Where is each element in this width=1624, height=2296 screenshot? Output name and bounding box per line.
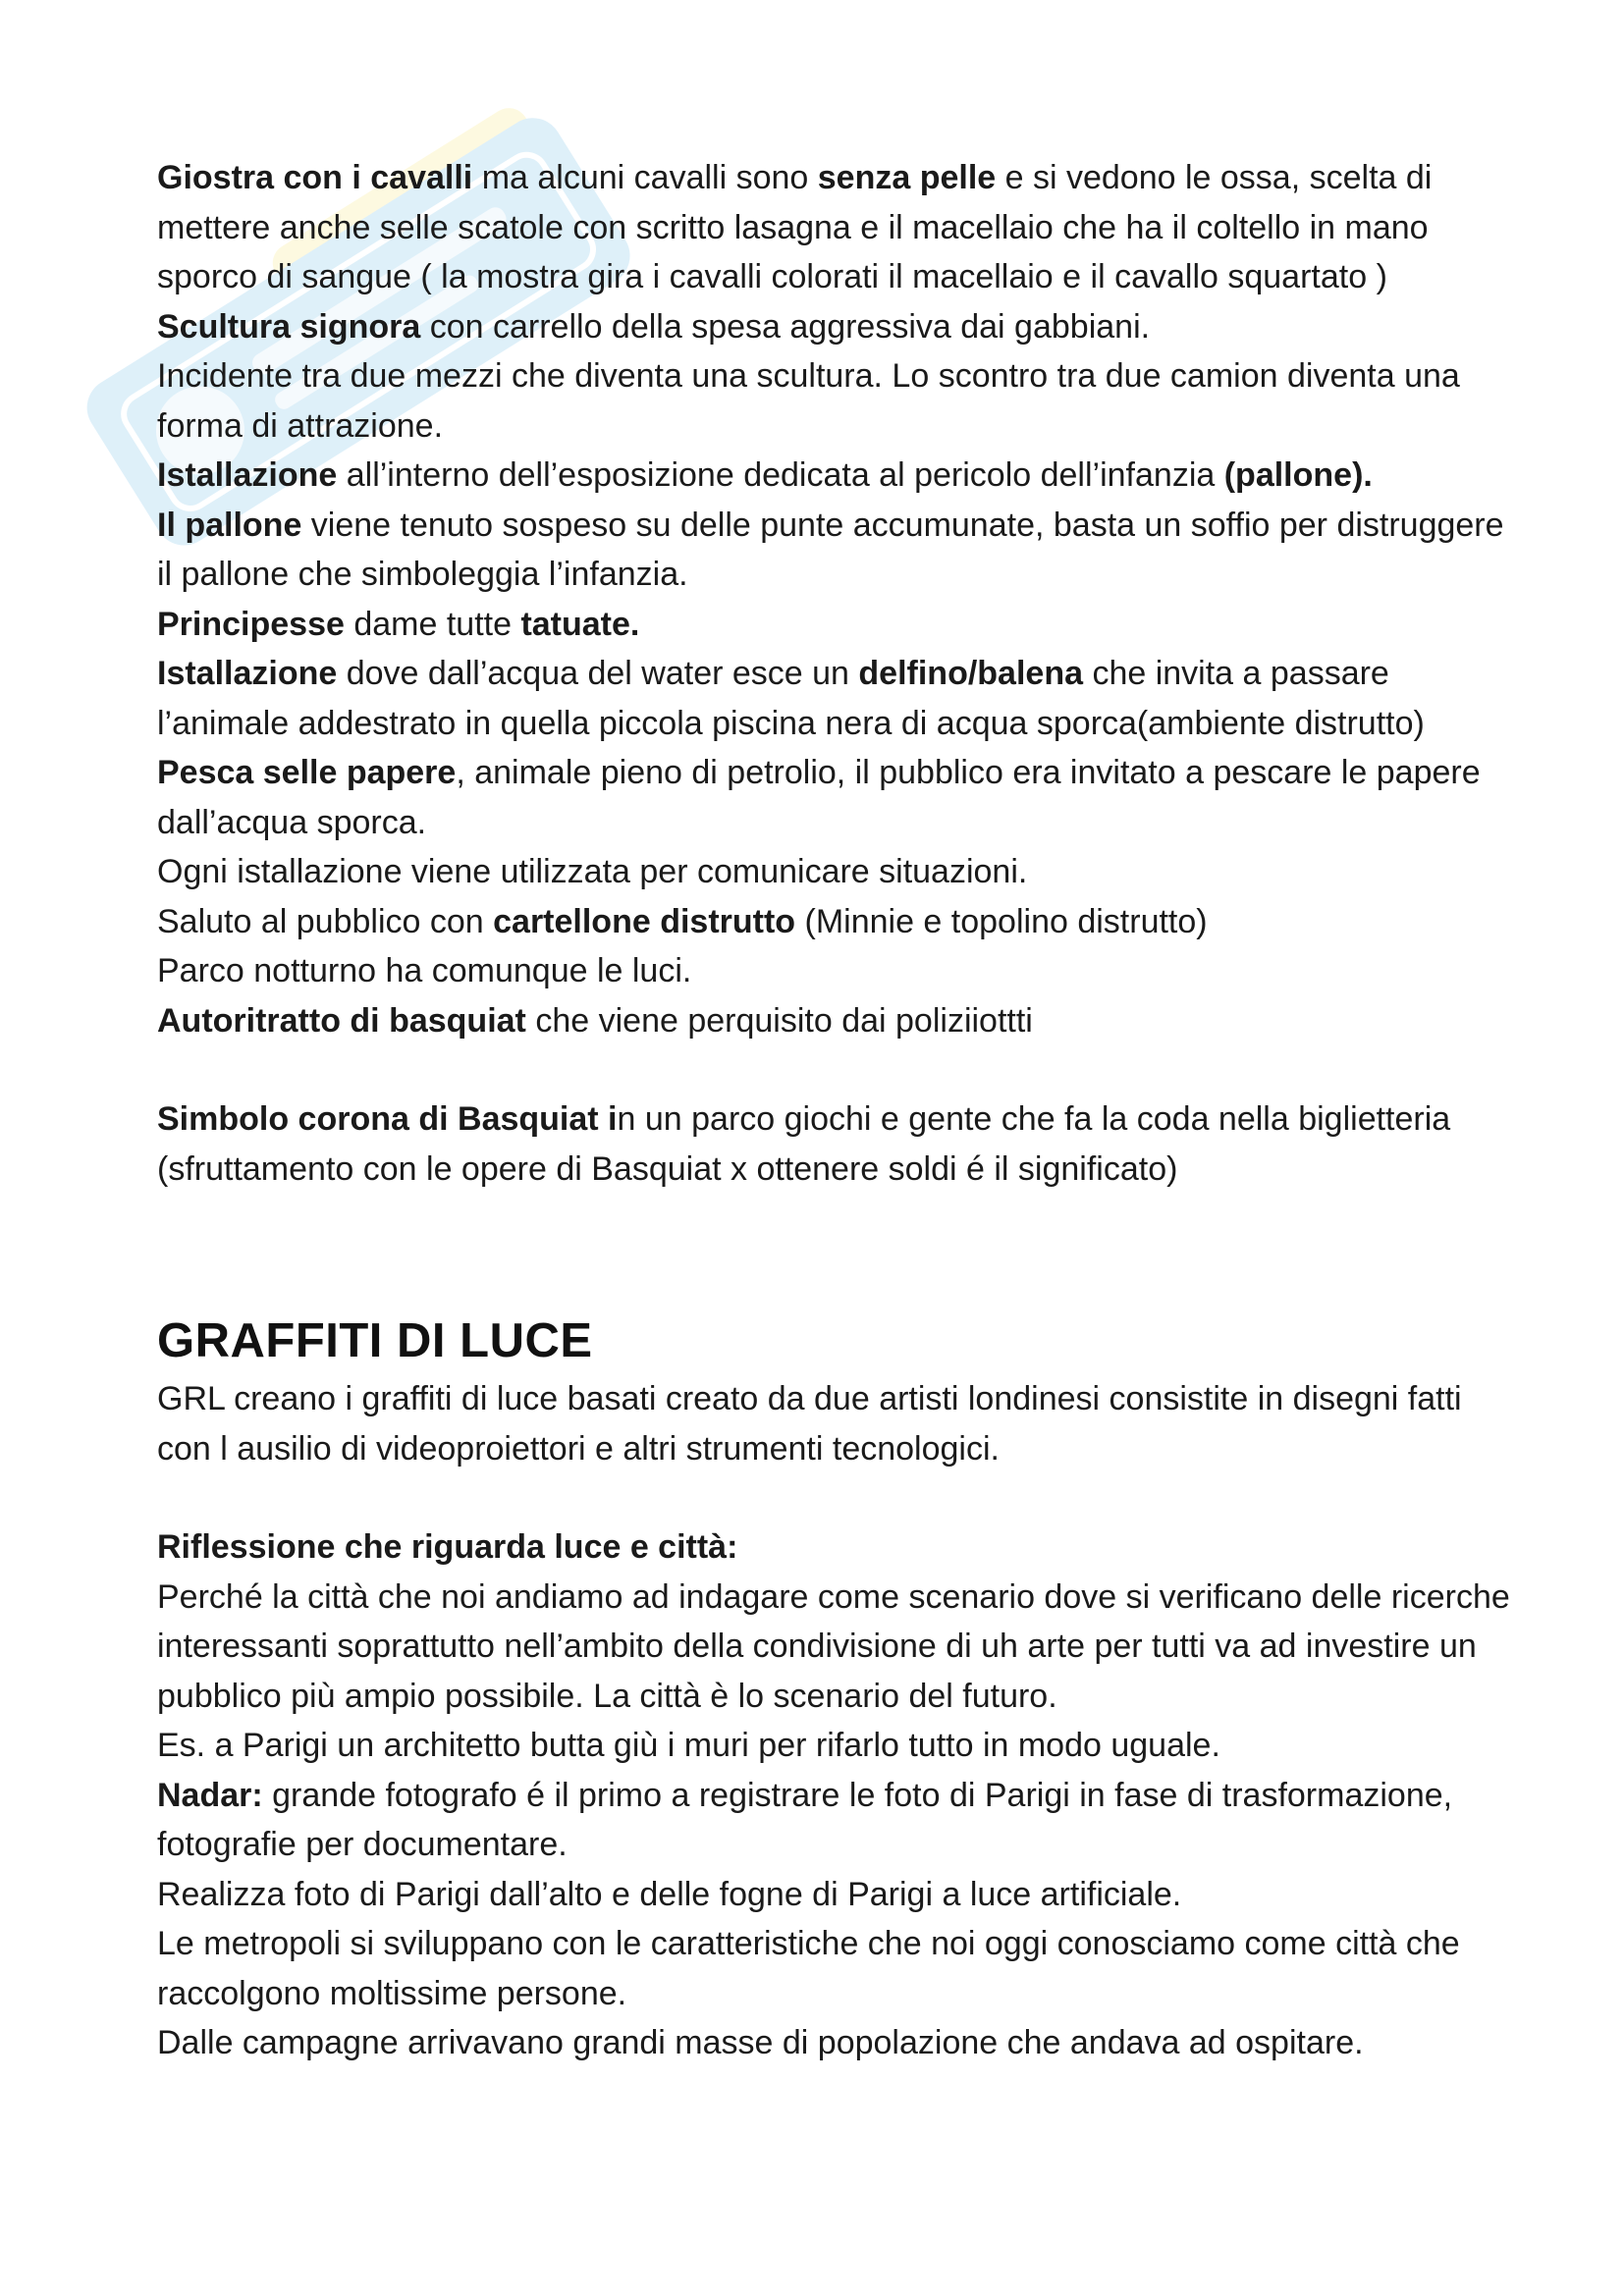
spacer (157, 1045, 1512, 1095)
paragraph-simbolo-corona: Simbolo corona di Basquiat in un parco giochi e gente che fa la coda nella biglietteria (sfruttamento con le opere di Basquiat x ottenere soldi é il significato) (157, 1100, 1451, 1188)
paragraph-parigi-architetto: Es. a Parigi un architetto butta giù i muri per rifarlo tutto in modo uguale. (157, 1727, 1220, 1764)
paragraph-pesca-papere: Pesca selle papere, animale pieno di petrolio, il pubblico era invitato a pescare le papere dall’acqua sporca. (157, 754, 1481, 841)
paragraph-scultura: Scultura signora con carrello della spesa aggressiva dai gabbiani. (157, 307, 1151, 346)
paragraph-istallazione-pallone: Istallazione all’interno dell’esposizione dedicata al pericolo dell’infanzia (pallone). (157, 456, 1373, 494)
paragraph-parco-notturno: Parco notturno ha comunque le luci. (157, 952, 692, 989)
paragraph-saluto: Saluto al pubblico con cartellone distrutto (Minnie e topolino distrutto) (157, 902, 1208, 940)
paragraph-autoritratto: Autoritratto di basquiat che viene perquisito dai poliziiottti (157, 1001, 1033, 1040)
paragraph-foto-parigi: Realizza foto di Parigi dall’alto e delle fogne di Parigi a luce artificiale. (157, 1875, 1182, 1913)
paragraph-principesse: Principesse dame tutte tatuate. (157, 605, 640, 643)
paragraph-perche-citta: Perché la città che noi andiamo ad indagare come scenario dove si verificano delle ricerche interessanti soprattutto nell’ambito della condivisione di uh arte per tutti va ad investire un pubblico più ampio possibile. La città è lo scenario del futuro. (157, 1577, 1510, 1715)
paragraph-riflessione-heading: Riflessione che riguarda luce e città: (157, 1528, 738, 1566)
paragraph-istallazione-delfino: Istallazione dove dall’acqua del water esce un delfino/balena che invita a passare l’animale addestrato in quella piccola piscina nera di acqua sporca(ambiente distrutto) (157, 655, 1425, 742)
paragraph-grl: GRL creano i graffiti di luce basati creato da due artisti londinesi consistite in disegni fatti con l ausilio di videoproiettori e altri strumenti tecnologici. (157, 1380, 1462, 1468)
document-body (157, 153, 1512, 2068)
paragraph-ogni-istallazione: Ogni istallazione viene utilizzata per comunicare situazioni. (157, 853, 1028, 890)
paragraph-nadar: Nadar: grande fotografo é il primo a registrare le foto di Parigi in fase di trasformazione, fotografie per documentare. (157, 1776, 1453, 1863)
paragraph-incidente: Incidente tra due mezzi che diventa una scultura. Lo scontro tra due camion diventa una forma di attrazione. (157, 357, 1460, 445)
paragraph-campagne: Dalle campagne arrivavano grandi masse di popolazione che andava ad ospitare. (157, 2024, 1364, 2061)
spacer (157, 1194, 1512, 1309)
paragraph-metropoli: Le metropoli si sviluppano con le caratteristiche che noi oggi conosciamo come città che raccolgono moltissime persone. (157, 1925, 1460, 2012)
section-heading: GRAFFITI DI LUCE (157, 1314, 593, 1367)
paragraph-giostra: Giostra con i cavalli ma alcuni cavalli sono senza pelle e si vedono le ossa, scelta di mettere anche selle scatole con scritto lasagna e il macellaio che ha il coltello in mano sporco di sangue ( la mostra gira i cavalli colorati il macellaio e il cavallo squartato ) (157, 159, 1433, 295)
paragraph-il-pallone: Il pallone viene tenuto sospeso su delle punte accumunate, basta un soffio per distruggere il pallone che simboleggia l’infanzia. (157, 506, 1504, 593)
spacer (157, 1473, 1512, 1522)
